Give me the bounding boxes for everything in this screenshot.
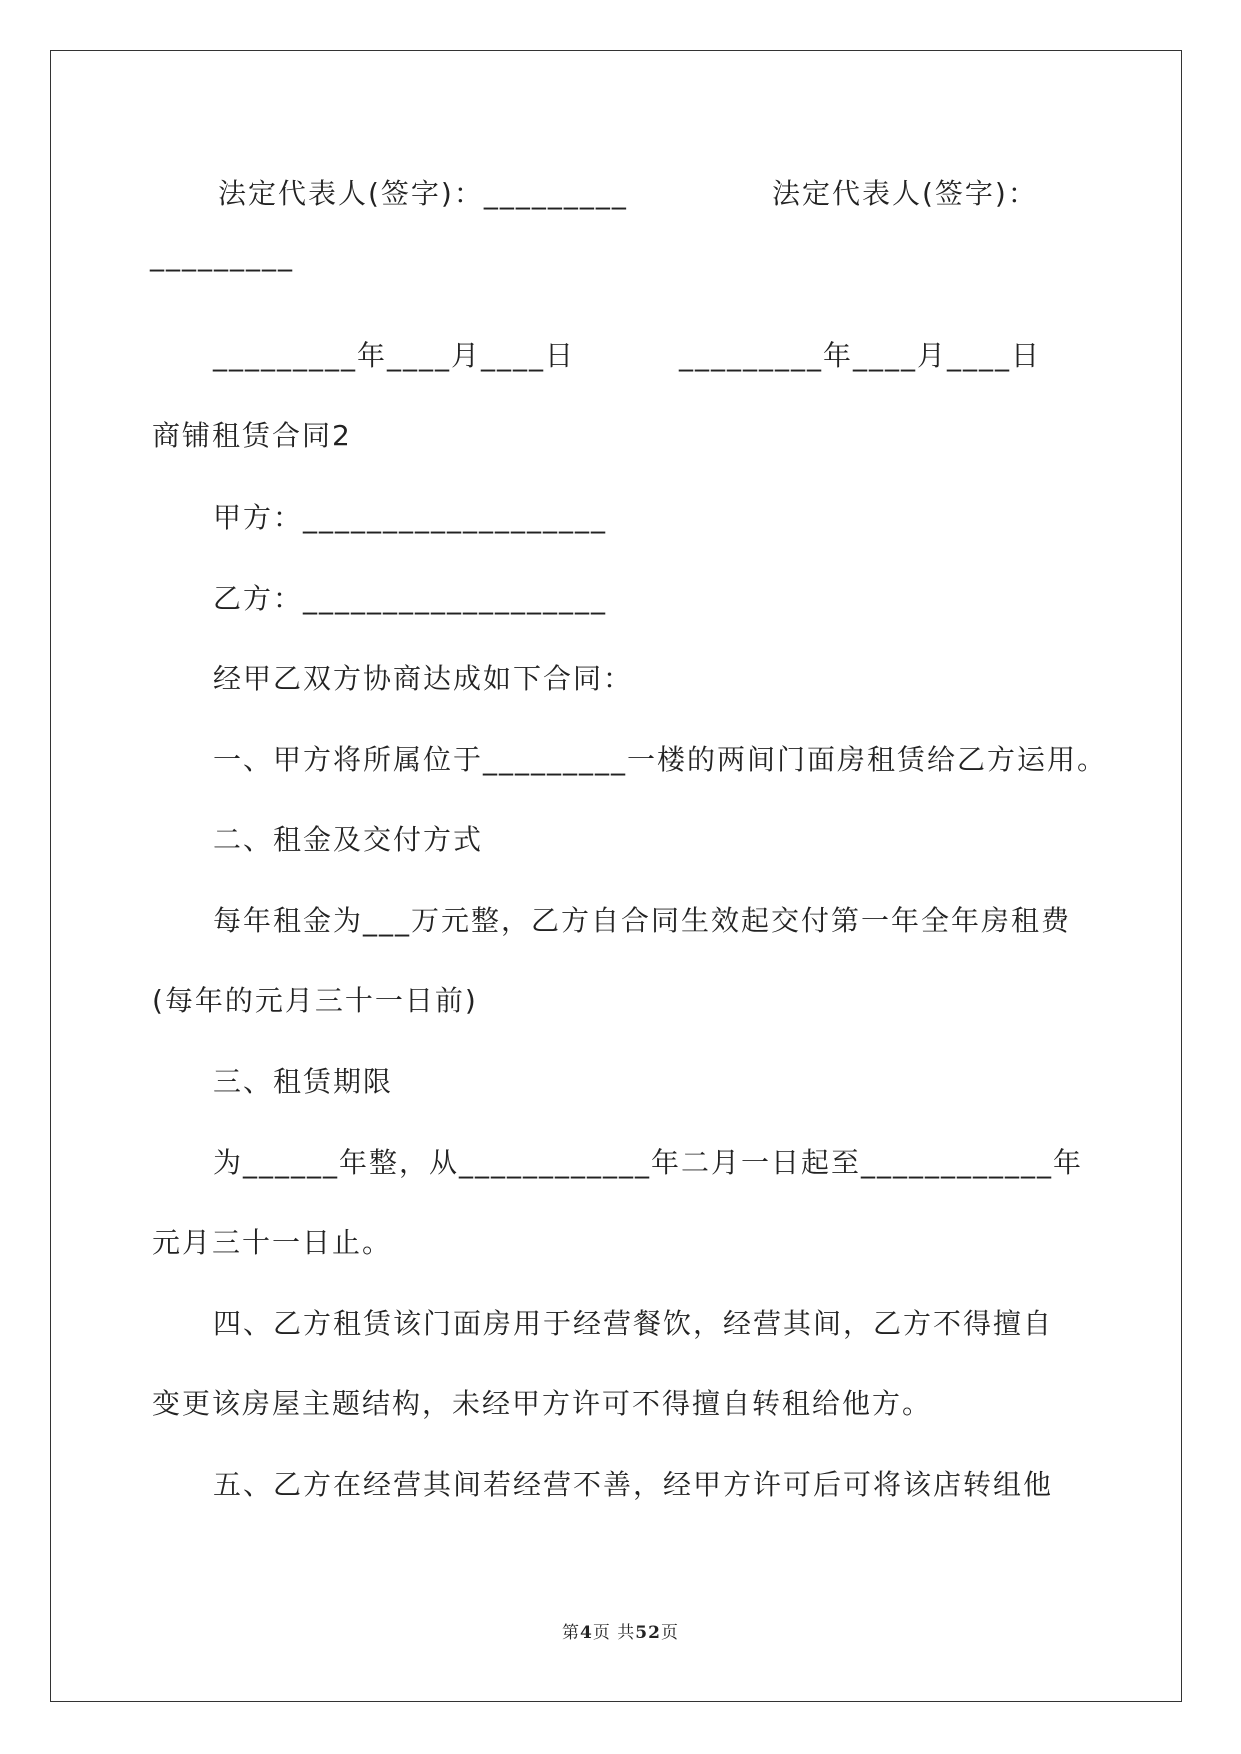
clause-2-body-line-2: (每年的元月三十一日前): [152, 984, 478, 1017]
clause-4-line-2: 变更该房屋主题结构，未经甲方许可不得擅自转租给他方。: [152, 1387, 933, 1420]
agreement-intro: 经甲乙双方协商达成如下合同：: [213, 662, 634, 695]
page-border: [50, 50, 1182, 1702]
clause-3-heading: 三、租赁期限: [213, 1065, 394, 1098]
clause-3-body-line-2: 元月三十一日止。: [152, 1226, 393, 1259]
clause-1: 一、甲方将所属位于_________一楼的两间门面房租赁给乙方运用。: [213, 743, 1108, 776]
date-line-party-a: _________年____月____日: [213, 339, 576, 372]
footer-prefix: 第: [562, 1623, 581, 1643]
signature-blank: _________: [150, 239, 294, 272]
page-footer: [0, 1618, 1241, 1643]
signature-line-party-b: 法定代表人(签字)：: [772, 177, 1038, 210]
clause-3-body-line-1: 为______年整，从____________年二月一日起至____________年: [213, 1146, 1084, 1179]
footer-suffix: 页: [660, 1623, 679, 1643]
party-a-line: 甲方：___________________: [213, 501, 608, 534]
clause-5-line-1: 五、乙方在经营其间若经营不善，经甲方许可后可将该店转组他: [213, 1468, 1054, 1501]
footer-page-number: 4: [580, 1623, 593, 1643]
clause-2-heading: 二、租金及交付方式: [213, 823, 484, 856]
date-line-party-b: _________年____月____日: [679, 339, 1042, 372]
signature-line-party-a: 法定代表人(签字)：_________: [218, 177, 628, 210]
party-b-line: 乙方：___________________: [213, 582, 608, 615]
contract-title: 商铺租赁合同2: [152, 419, 352, 452]
clause-2-body-line-1: 每年租金为___万元整，乙方自合同生效起交付第一年全年房租费: [213, 904, 1072, 937]
footer-total-pages: 52: [635, 1623, 661, 1643]
clause-4-line-1: 四、乙方租赁该门面房用于经营餐饮，经营其间，乙方不得擅自: [213, 1307, 1054, 1340]
footer-middle: 页 共: [592, 1623, 636, 1643]
